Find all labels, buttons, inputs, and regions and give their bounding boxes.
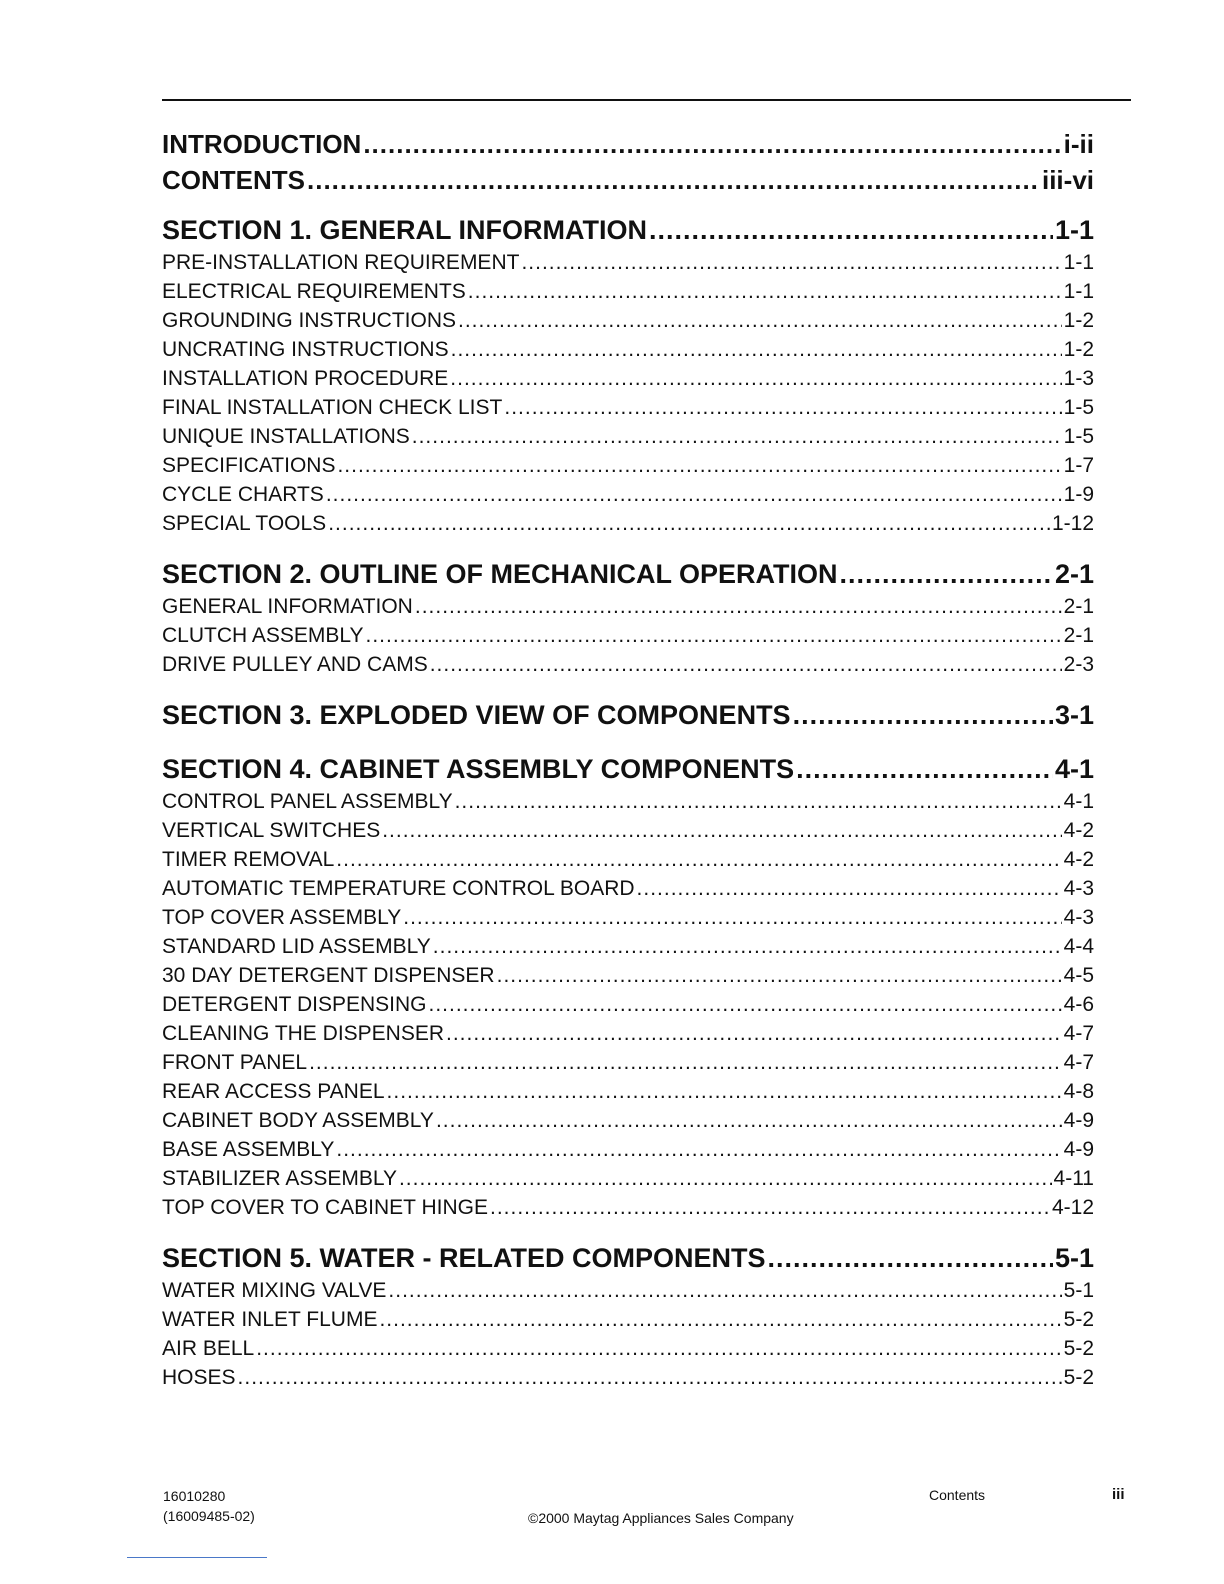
- toc-entry: [162, 932, 1094, 961]
- toc-entry: [162, 248, 1094, 277]
- dot-leader: [337, 451, 1061, 480]
- toc-entry-page: 1-12: [1051, 512, 1094, 535]
- toc-entry: [162, 1135, 1094, 1164]
- toc-entry-label: UNCRATING INSTRUCTIONS: [162, 338, 449, 361]
- part-number: 16010280: [163, 1488, 226, 1504]
- toc-entry-label: CLUTCH ASSEMBLY: [162, 624, 364, 647]
- toc-entry-label: 30 DAY DETERGENT DISPENSER: [162, 964, 495, 987]
- dot-leader: [793, 697, 1053, 733]
- toc-entry-page: 1-5: [1063, 425, 1094, 448]
- section-heading-page: 3-1: [1054, 700, 1094, 730]
- toc-entry: [162, 874, 1094, 903]
- toc-entry: [162, 393, 1094, 422]
- toc-entry: [162, 509, 1094, 538]
- dot-leader: [238, 1363, 1062, 1392]
- toc-entry-page: 1-9: [1063, 483, 1094, 506]
- toc-entry-page: 4-7: [1063, 1051, 1094, 1074]
- section-heading-label: SECTION 5. WATER - RELATED COMPONENTS: [162, 1243, 766, 1273]
- toc-entry-page: 1-7: [1063, 454, 1094, 477]
- section-block: [162, 212, 1094, 538]
- toc-entry: [162, 422, 1094, 451]
- toc-entry-label: WATER INLET FLUME: [162, 1308, 378, 1331]
- toc-entry-page: 2-1: [1063, 595, 1094, 618]
- section-heading-page: 1-1: [1054, 215, 1094, 245]
- toc-entry-page: 4-6: [1063, 993, 1094, 1016]
- toc-entry-page: 5-2: [1063, 1366, 1094, 1389]
- toc-entry: [162, 903, 1094, 932]
- toc-entry-page: 1-1: [1063, 280, 1094, 303]
- dot-leader: [388, 1276, 1061, 1305]
- section-heading-page: 2-1: [1054, 559, 1094, 589]
- dot-leader: [458, 306, 1062, 335]
- toc-entry-label: TIMER REMOVAL: [162, 848, 335, 871]
- dot-leader: [382, 816, 1061, 845]
- toc-entry-page: 1-5: [1063, 396, 1094, 419]
- toc-entry-page: 5-2: [1063, 1337, 1094, 1360]
- toc-entry-label: DETERGENT DISPENSING: [162, 993, 427, 1016]
- toc-entry-label: STANDARD LID ASSEMBLY: [162, 935, 431, 958]
- toc-entry: [162, 1363, 1094, 1392]
- toc-entry-page: 4-2: [1063, 819, 1094, 842]
- toc-entry: [162, 1106, 1094, 1135]
- dot-leader: [450, 364, 1061, 393]
- toc-entry-page: 4-4: [1063, 935, 1094, 958]
- toc-entry: [162, 1334, 1094, 1363]
- toc-entry: [162, 1048, 1094, 1077]
- dot-leader: [336, 845, 1061, 874]
- section-block: [162, 697, 1094, 733]
- toc-entry-page: 1-2: [1063, 338, 1094, 361]
- toc-entry-page: 4-9: [1063, 1109, 1094, 1132]
- dot-leader: [399, 1164, 1052, 1193]
- toc-entry-page: 4-12: [1051, 1196, 1094, 1219]
- section-block: [162, 556, 1094, 679]
- dot-leader: [429, 990, 1062, 1019]
- dot-leader: [256, 1334, 1061, 1363]
- toc-entry-label: VERTICAL SWITCHES: [162, 819, 381, 842]
- toc-entry: [162, 1019, 1094, 1048]
- toc-entry-label: PRE-INSTALLATION REQUIREMENT: [162, 251, 520, 274]
- scan-edge-line: [127, 1557, 267, 1558]
- dot-leader: [326, 480, 1062, 509]
- toc-entry-label: REAR ACCESS PANEL: [162, 1080, 385, 1103]
- toc-entry-label: TOP COVER TO CABINET HINGE: [162, 1196, 488, 1219]
- toc-entry-page: 4-3: [1063, 906, 1094, 929]
- toc-entry-label: AUTOMATIC TEMPERATURE CONTROL BOARD: [162, 877, 635, 900]
- toc-entry-page: 1-2: [1063, 309, 1094, 332]
- toc-entry-page: 4-3: [1063, 877, 1094, 900]
- dot-leader: [796, 751, 1053, 787]
- dot-leader: [637, 874, 1062, 903]
- toc-entry-page: 1-3: [1063, 367, 1094, 390]
- dot-leader: [430, 650, 1062, 679]
- toc-entry: [162, 1193, 1094, 1222]
- toc-entry-page: 2-3: [1063, 653, 1094, 676]
- toc-entry: [162, 335, 1094, 364]
- toc-entry-label: ELECTRICAL REQUIREMENTS: [162, 280, 466, 303]
- dot-leader: [446, 1019, 1062, 1048]
- dot-leader: [433, 932, 1062, 961]
- toc-entry: [162, 990, 1094, 1019]
- table-of-contents: [162, 126, 1094, 1410]
- toc-entry-page: 5-1: [1063, 1279, 1094, 1302]
- toc-entry: [162, 364, 1094, 393]
- toc-entry: [162, 1077, 1094, 1106]
- toc-entry: [162, 787, 1094, 816]
- section-heading: [162, 751, 1094, 787]
- section-heading-label: SECTION 1. GENERAL INFORMATION: [162, 215, 648, 245]
- toc-entry: [162, 816, 1094, 845]
- section-heading: [162, 1240, 1094, 1276]
- sections-list: [162, 212, 1094, 1392]
- section-block: [162, 751, 1094, 1222]
- copyright-notice: ©2000 Maytag Appliances Sales Company: [528, 1510, 794, 1526]
- toc-entry-page: 1-1: [1063, 251, 1094, 274]
- toc-entry-label: FINAL INSTALLATION CHECK LIST: [162, 396, 503, 419]
- toc-entry-label: CLEANING THE DISPENSER: [162, 1022, 445, 1045]
- header-rule: [162, 99, 1131, 101]
- dot-leader: [451, 335, 1062, 364]
- section-heading: [162, 697, 1094, 733]
- dot-leader: [490, 1193, 1050, 1222]
- toc-entry: [162, 1276, 1094, 1305]
- dot-leader: [328, 509, 1050, 538]
- dot-leader: [521, 248, 1061, 277]
- toc-entry-page: 4-7: [1063, 1022, 1094, 1045]
- dot-leader: [387, 1077, 1062, 1106]
- toc-entry-label: CABINET BODY ASSEMBLY: [162, 1109, 434, 1132]
- dot-leader: [840, 556, 1053, 592]
- front-matter-entry-page: iii-vi: [1041, 165, 1094, 195]
- toc-entry-label: STABILIZER ASSEMBLY: [162, 1167, 397, 1190]
- toc-entry: [162, 592, 1094, 621]
- toc-entry-label: BASE ASSEMBLY: [162, 1138, 335, 1161]
- dot-leader: [379, 1305, 1061, 1334]
- toc-entry-page: 4-2: [1063, 848, 1094, 871]
- toc-entry-page: 2-1: [1063, 624, 1094, 647]
- front-matter-entry: [162, 162, 1094, 198]
- toc-entry-label: WATER MIXING VALVE: [162, 1279, 387, 1302]
- dot-leader: [336, 1135, 1061, 1164]
- dot-leader: [309, 1048, 1062, 1077]
- section-block: [162, 1240, 1094, 1392]
- toc-entry-label: INSTALLATION PROCEDURE: [162, 367, 449, 390]
- dot-leader: [497, 961, 1062, 990]
- alt-part-number: (16009485-02): [163, 1508, 255, 1524]
- chapter-name: Contents: [929, 1487, 986, 1503]
- toc-entry-label: FRONT PANEL: [162, 1051, 308, 1074]
- toc-entry: [162, 306, 1094, 335]
- toc-entry: [162, 845, 1094, 874]
- toc-entry-page: 4-9: [1063, 1138, 1094, 1161]
- dot-leader: [436, 1106, 1062, 1135]
- dot-leader: [468, 277, 1062, 306]
- dot-leader: [307, 162, 1040, 198]
- toc-entry-label: HOSES: [162, 1366, 236, 1389]
- section-heading-label: SECTION 4. CABINET ASSEMBLY COMPONENTS: [162, 754, 795, 784]
- toc-entry-label: DRIVE PULLEY AND CAMS: [162, 653, 428, 676]
- toc-entry: [162, 961, 1094, 990]
- dot-leader: [415, 592, 1062, 621]
- toc-entry-label: CYCLE CHARTS: [162, 483, 324, 506]
- section-heading-label: SECTION 3. EXPLODED VIEW OF COMPONENTS: [162, 700, 791, 730]
- section-heading-page: 4-1: [1054, 754, 1094, 784]
- dot-leader: [455, 787, 1062, 816]
- front-matter-entry: [162, 126, 1094, 162]
- dot-leader: [649, 212, 1053, 248]
- dot-leader: [403, 903, 1061, 932]
- dot-leader: [412, 422, 1062, 451]
- toc-entry-page: 4-1: [1063, 790, 1094, 813]
- toc-entry: [162, 451, 1094, 480]
- toc-entry-label: GENERAL INFORMATION: [162, 595, 413, 618]
- section-heading-page: 5-1: [1054, 1243, 1094, 1273]
- toc-entry: [162, 277, 1094, 306]
- section-heading: [162, 212, 1094, 248]
- toc-entry-label: UNIQUE INSTALLATIONS: [162, 425, 410, 448]
- toc-entry-page: 4-8: [1063, 1080, 1094, 1103]
- toc-entry: [162, 1164, 1094, 1193]
- front-matter-entry-page: i-ii: [1063, 129, 1094, 159]
- front-matter-entries: [162, 126, 1094, 198]
- page-number: iii: [1112, 1486, 1125, 1503]
- toc-entry: [162, 650, 1094, 679]
- toc-entry: [162, 621, 1094, 650]
- dot-leader: [366, 621, 1062, 650]
- front-matter-entry-label: CONTENTS: [162, 165, 305, 195]
- toc-entry-page: 5-2: [1063, 1308, 1094, 1331]
- toc-entry-label: GROUNDING INSTRUCTIONS: [162, 309, 456, 332]
- toc-entry: [162, 480, 1094, 509]
- toc-entry-label: TOP COVER ASSEMBLY: [162, 906, 402, 929]
- footer-part-numbers: [163, 1486, 255, 1526]
- dot-leader: [504, 393, 1061, 422]
- front-matter-entry-label: INTRODUCTION: [162, 129, 362, 159]
- section-heading: [162, 556, 1094, 592]
- section-heading-label: SECTION 2. OUTLINE OF MECHANICAL OPERATION: [162, 559, 838, 589]
- toc-entry-label: SPECIAL TOOLS: [162, 512, 327, 535]
- toc-entry-label: AIR BELL: [162, 1337, 255, 1360]
- toc-entry: [162, 1305, 1094, 1334]
- dot-leader: [768, 1240, 1053, 1276]
- toc-entry-label: CONTROL PANEL ASSEMBLY: [162, 790, 453, 813]
- dot-leader: [363, 126, 1061, 162]
- toc-entry-page: 4-11: [1053, 1167, 1094, 1190]
- toc-entry-label: SPECIFICATIONS: [162, 454, 336, 477]
- toc-entry-page: 4-5: [1063, 964, 1094, 987]
